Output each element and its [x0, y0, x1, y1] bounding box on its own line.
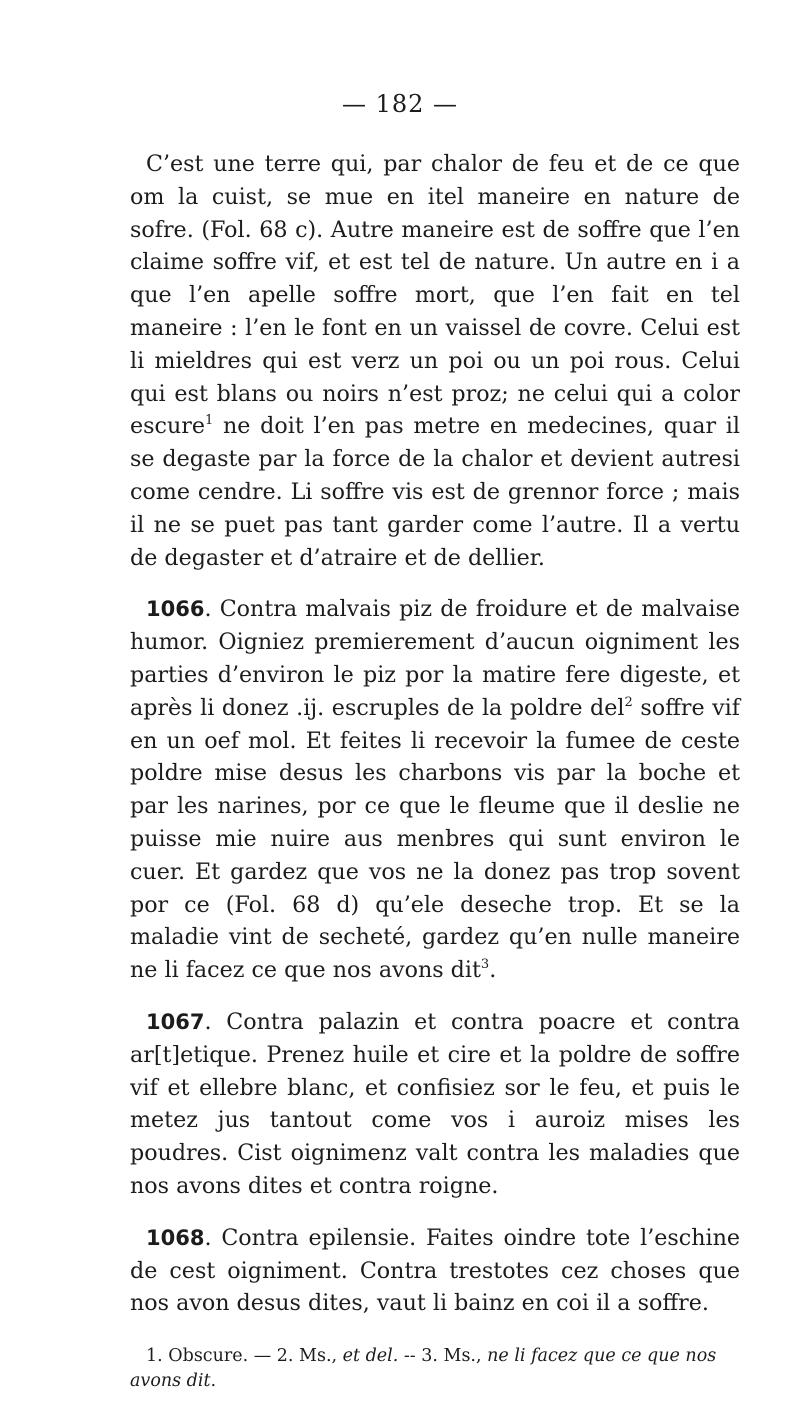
text-block [130, 148, 740, 1412]
footnote-2-text: Ms., [293, 1346, 343, 1367]
intro-text-cont: ne doit l’en pas metre en medecines, quar il se degaste par la force de la chalor et devient autresi come cendre. Li soffre vis est de grennor force ; mais il ne se puet pas tant garder come l’autre. Il a vertu de degaster et d’atraire et de dellier. [130, 413, 740, 571]
footnote-2-italic: et del. [342, 1346, 399, 1367]
footnote-ref-3: 3 [480, 957, 490, 973]
section-1068 [130, 1222, 740, 1320]
footnote-3-text: Ms., [437, 1346, 488, 1367]
section-1067 [130, 1006, 740, 1203]
section-text: . Contra epilensie. Faites oindre tote l’eschine de cest oigniment. Contra trestotes cez choses que nos avon desus dites, vaut li bainz en coi il a soffre. [130, 1224, 740, 1317]
section-text-end: . [489, 957, 497, 984]
footnote-1-text: Obscure. — [162, 1346, 277, 1367]
section-number: 1066 [146, 597, 205, 622]
section-text: . Contra malvais piz de froidure et de malvaise humor. Oigniez premierement d’aucun oigniment les parties d’environ le piz por la matire fere digeste, et après li donez .ij. escruples de la poldre del [130, 596, 740, 721]
footnote-3-label: 3. [421, 1346, 438, 1367]
intro-text: C’est une terre qui, par chalor de feu et de ce que om la cuist, se mue en itel maneire en nature de sofre. (Fol. 68 c). Autre maneire est de soffre que l’en claime soffre vif, et est tel de nature. Un autre en i a que l’en apelle soffre mort, que l’en fait en tel maneire : l’en le font en un vaissel de covre. Celui est li mieldres qui est verz un poi ou un poi rous. Celui qui est blans ou noirs n’est proz; ne celui qui a color escure [130, 151, 740, 440]
footnotes [130, 1344, 740, 1394]
footnote-2-label: 2. [276, 1346, 294, 1367]
footnote-ref-1: 1 [204, 413, 214, 429]
section-number: 1067 [146, 1009, 205, 1034]
footnote-1-label: 1. [146, 1346, 163, 1367]
footnote-separator: -- [398, 1346, 422, 1367]
footnote-3-italic: ne li facez que ce que nos avons dit. [130, 1346, 717, 1392]
page-number: — 182 — [341, 90, 459, 118]
section-text: . Contra palazin et contra poacre et contra ar[t]etique. Prenez huile et cire et la poldre de soffre vif et ellebre blanc, et confisiez sor le feu, et puis le metez jus tantout come vos i auroiz mises les poudres. Cist oignimenz valt contra les maladies que nos avons dites et contra roigne. [130, 1008, 740, 1199]
intro-paragraph [130, 148, 740, 574]
footnote-ref-2: 2 [624, 694, 633, 710]
section-1066 [130, 593, 740, 987]
section-text-cont: soffre vif en un oef mol. Et feites li recevoir la fumee de ceste poldre mise desus les charbons vis par la boche et par les narines, por ce que le fleume que il deslie ne puisse mie nuire aus menbres qui sunt environ le cuer. Et gardez que vos ne la donez pas trop sovent por ce (Fol. 68 d) qu’ele deseche trop. Et se la maladie vint de secheté, gardez qu’en nulle maneire ne li facez ce que nos avons dit [130, 694, 740, 984]
section-number: 1068 [146, 1225, 205, 1250]
